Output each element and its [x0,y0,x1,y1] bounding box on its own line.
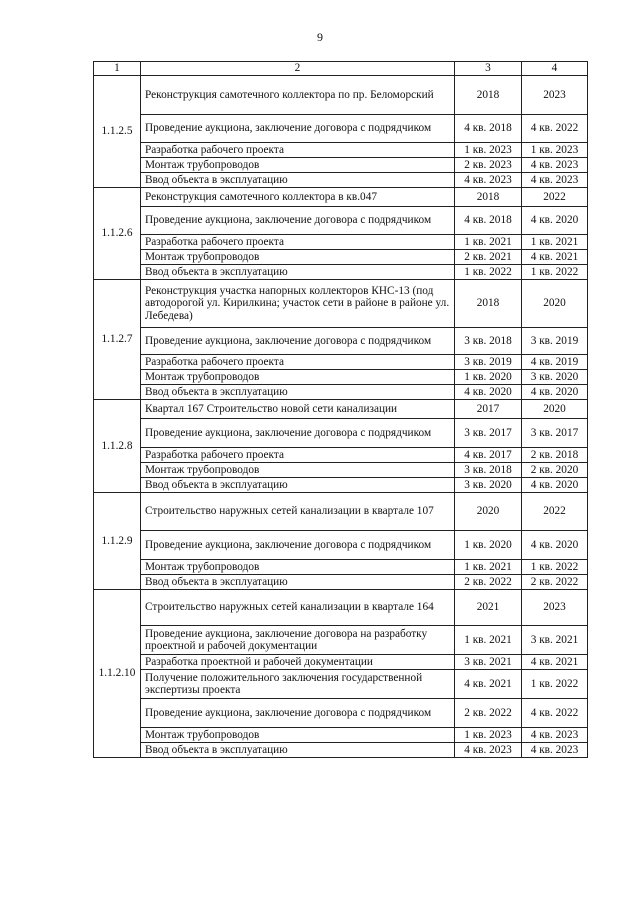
start-date-cell: 3 кв. 2020 [455,478,522,493]
end-date-cell: 4 кв. 2023 [522,158,588,173]
table-row [94,355,588,370]
table-row [94,463,588,478]
item-code: 1.1.2.7 [94,280,141,400]
column-header: 2 [141,62,455,76]
end-date-cell: 2020 [522,400,588,419]
table-row [94,158,588,173]
table-row [94,400,588,419]
start-date-cell: 2 кв. 2023 [455,158,522,173]
end-date-cell: 1 кв. 2022 [522,670,588,699]
start-date-cell: 4 кв. 2021 [455,670,522,699]
item-code: 1.1.2.8 [94,400,141,493]
task-cell: Ввод объекта в эксплуатацию [141,575,455,590]
table-row [94,235,588,250]
start-date-cell: 4 кв. 2023 [455,173,522,188]
start-date-cell: 2018 [455,76,522,115]
table-row [94,385,588,400]
table-row [94,328,588,355]
task-cell: Разработка проектной и рабочей документации [141,655,455,670]
table-row [94,626,588,655]
start-date-cell: 3 кв. 2018 [455,463,522,478]
table-row [94,370,588,385]
end-date-cell: 4 кв. 2022 [522,699,588,728]
start-date-cell: 1 кв. 2021 [455,235,522,250]
table-row [94,478,588,493]
start-date-cell: 3 кв. 2019 [455,355,522,370]
task-cell: Проведение аукциона, заключение договора с подрядчиком [141,115,455,143]
start-date-cell: 1 кв. 2023 [455,143,522,158]
end-date-cell: 2023 [522,76,588,115]
end-date-cell: 4 кв. 2020 [522,531,588,560]
task-cell: Проведение аукциона, заключение договора с подрядчиком [141,207,455,235]
end-date-cell: 2022 [522,188,588,207]
task-cell: Квартал 167 Строительство новой сети канализации [141,400,455,419]
table-row [94,265,588,280]
start-date-cell: 2018 [455,188,522,207]
start-date-cell: 3 кв. 2018 [455,328,522,355]
table-row [94,188,588,207]
end-date-cell: 4 кв. 2020 [522,478,588,493]
start-date-cell: 1 кв. 2020 [455,370,522,385]
start-date-cell: 1 кв. 2021 [455,560,522,575]
table-row [94,728,588,743]
start-date-cell: 2021 [455,590,522,626]
start-date-cell: 4 кв. 2017 [455,448,522,463]
end-date-cell: 4 кв. 2021 [522,250,588,265]
end-date-cell: 4 кв. 2020 [522,385,588,400]
table-row [94,143,588,158]
table-row [94,575,588,590]
task-cell: Монтаж трубопроводов [141,560,455,575]
start-date-cell: 3 кв. 2017 [455,419,522,448]
task-cell: Получение положительного заключения государственной экспертизы проекта [141,670,455,699]
task-cell: Монтаж трубопроводов [141,463,455,478]
end-date-cell: 2022 [522,493,588,531]
table-row [94,493,588,531]
task-cell: Монтаж трубопроводов [141,728,455,743]
table-row [94,655,588,670]
page-number: 9 [317,30,323,44]
task-cell: Проведение аукциона, заключение договора с подрядчиком [141,419,455,448]
task-cell: Монтаж трубопроводов [141,250,455,265]
task-cell: Проведение аукциона, заключение договора с подрядчиком [141,531,455,560]
schedule-table [93,61,588,758]
start-date-cell: 4 кв. 2018 [455,207,522,235]
start-date-cell: 3 кв. 2021 [455,655,522,670]
table-row [94,590,588,626]
start-date-cell: 2 кв. 2022 [455,575,522,590]
end-date-cell: 4 кв. 2022 [522,115,588,143]
end-date-cell: 4 кв. 2023 [522,173,588,188]
end-date-cell: 2 кв. 2022 [522,575,588,590]
table-row [94,699,588,728]
start-date-cell: 4 кв. 2018 [455,115,522,143]
start-date-cell: 1 кв. 2021 [455,626,522,655]
end-date-cell: 2023 [522,590,588,626]
start-date-cell: 2020 [455,493,522,531]
task-cell: Разработка рабочего проекта [141,448,455,463]
end-date-cell: 1 кв. 2021 [522,235,588,250]
table-header-row [94,62,588,76]
task-cell: Ввод объекта в эксплуатацию [141,385,455,400]
table-row [94,250,588,265]
item-code: 1.1.2.5 [94,76,141,188]
table-row [94,207,588,235]
end-date-cell: 3 кв. 2020 [522,370,588,385]
end-date-cell: 2020 [522,280,588,328]
table-row [94,173,588,188]
end-date-cell: 1 кв. 2023 [522,143,588,158]
task-cell: Разработка рабочего проекта [141,143,455,158]
column-header: 3 [455,62,522,76]
table-row [94,560,588,575]
end-date-cell: 4 кв. 2020 [522,207,588,235]
task-cell: Реконструкция самотечного коллектора по пр. Беломорский [141,76,455,115]
end-date-cell: 1 кв. 2022 [522,265,588,280]
task-cell: Проведение аукциона, заключение договора с подрядчиком [141,699,455,728]
table-row [94,448,588,463]
end-date-cell: 3 кв. 2021 [522,626,588,655]
table-row [94,280,588,328]
end-date-cell: 2 кв. 2018 [522,448,588,463]
start-date-cell: 4 кв. 2023 [455,743,522,758]
column-header: 1 [94,62,141,76]
task-cell: Реконструкция участка напорных коллекторов КНС-13 (под автодорогой ул. Кирилкина; участок сети в районе в районе ул. Лебедева) [141,280,455,328]
item-code: 1.1.2.10 [94,590,141,758]
end-date-cell: 4 кв. 2023 [522,743,588,758]
column-header: 4 [522,62,588,76]
end-date-cell: 4 кв. 2019 [522,355,588,370]
task-cell: Строительство наружных сетей канализации в квартале 164 [141,590,455,626]
table-row [94,115,588,143]
task-cell: Ввод объекта в эксплуатацию [141,173,455,188]
task-cell: Разработка рабочего проекта [141,235,455,250]
task-cell: Монтаж трубопроводов [141,158,455,173]
table-row [94,76,588,115]
end-date-cell: 3 кв. 2017 [522,419,588,448]
task-cell: Ввод объекта в эксплуатацию [141,743,455,758]
start-date-cell: 2017 [455,400,522,419]
start-date-cell: 4 кв. 2020 [455,385,522,400]
task-cell: Реконструкция самотечного коллектора в кв.047 [141,188,455,207]
start-date-cell: 1 кв. 2020 [455,531,522,560]
item-code: 1.1.2.9 [94,493,141,590]
task-cell: Ввод объекта в эксплуатацию [141,265,455,280]
table-body [94,76,588,758]
table-row [94,670,588,699]
end-date-cell: 4 кв. 2021 [522,655,588,670]
end-date-cell: 3 кв. 2019 [522,328,588,355]
task-cell: Монтаж трубопроводов [141,370,455,385]
end-date-cell: 4 кв. 2023 [522,728,588,743]
task-cell: Проведение аукциона, заключение договора на разработку проектной и рабочей документации [141,626,455,655]
end-date-cell: 1 кв. 2022 [522,560,588,575]
task-cell: Ввод объекта в эксплуатацию [141,478,455,493]
table-row [94,531,588,560]
table-row [94,419,588,448]
task-cell: Проведение аукциона, заключение договора с подрядчиком [141,328,455,355]
task-cell: Строительство наружных сетей канализации в квартале 107 [141,493,455,531]
task-cell: Разработка рабочего проекта [141,355,455,370]
start-date-cell: 2018 [455,280,522,328]
start-date-cell: 2 кв. 2021 [455,250,522,265]
end-date-cell: 2 кв. 2020 [522,463,588,478]
start-date-cell: 1 кв. 2023 [455,728,522,743]
item-code: 1.1.2.6 [94,188,141,280]
start-date-cell: 2 кв. 2022 [455,699,522,728]
table-row [94,743,588,758]
start-date-cell: 1 кв. 2022 [455,265,522,280]
